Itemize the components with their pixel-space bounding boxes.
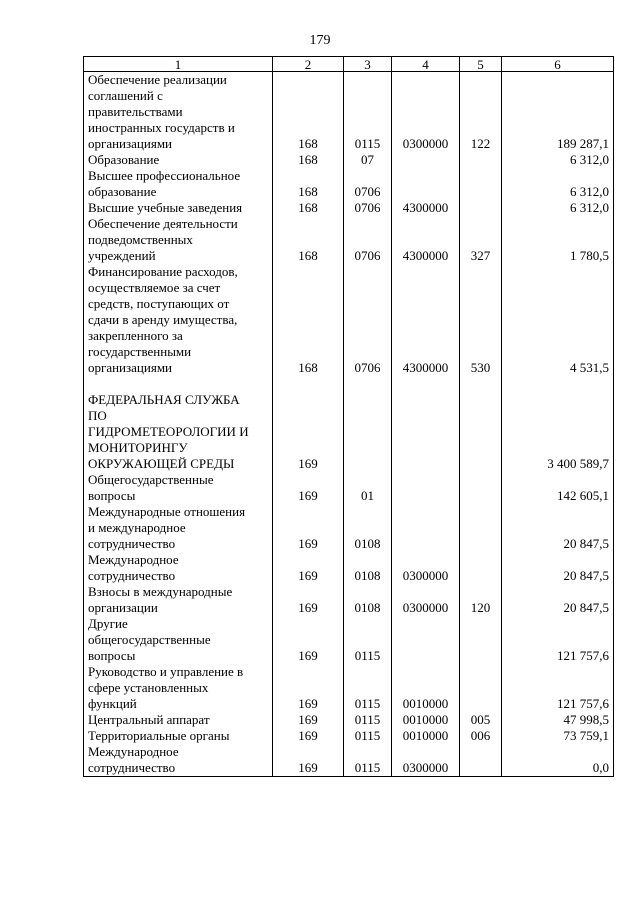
line-item-name-line: организации	[88, 600, 158, 615]
expense-type-code: 120	[460, 584, 502, 616]
line-item-name-line: Международное	[88, 552, 179, 567]
section-code: 0706	[344, 168, 392, 200]
spacer-cell	[273, 376, 344, 392]
section-code: 0115	[344, 728, 392, 744]
target-item-code: 0300000	[392, 552, 460, 584]
section-code: 0108	[344, 504, 392, 552]
ministry-code: 169	[273, 712, 344, 728]
line-item-name-line: организациями	[88, 136, 172, 151]
col-header-2: 2	[273, 57, 344, 72]
line-item-name-line: учреждений	[88, 248, 156, 263]
target-item-code: 4300000	[392, 264, 460, 376]
line-item-name-line: ОКРУЖАЮЩЕЙ СРЕДЫ	[88, 456, 235, 471]
table-row	[84, 744, 614, 777]
line-item-name-line: сотрудничество	[88, 536, 176, 551]
line-item-name	[84, 392, 273, 472]
expense-type-code	[460, 152, 502, 168]
expense-type-code: 006	[460, 728, 502, 744]
header-row	[84, 57, 614, 72]
spacer-cell	[344, 376, 392, 392]
section-code: 0108	[344, 552, 392, 584]
section-code: 0706	[344, 264, 392, 376]
ministry-code: 169	[273, 664, 344, 712]
expense-type-code	[460, 200, 502, 216]
amount: 3 400 589,7	[502, 392, 614, 472]
section-code: 0115	[344, 72, 392, 153]
expense-type-code	[460, 552, 502, 584]
target-item-code: 0300000	[392, 744, 460, 777]
table-row	[84, 472, 614, 504]
line-item-name-line: государственными	[88, 344, 192, 359]
ministry-code: 169	[273, 552, 344, 584]
target-item-code: 0010000	[392, 728, 460, 744]
target-item-code: 0300000	[392, 72, 460, 153]
target-item-code	[392, 168, 460, 200]
amount: 6 312,0	[502, 168, 614, 200]
line-item-name	[84, 728, 273, 744]
expense-type-code: 122	[460, 72, 502, 153]
table-row	[84, 392, 614, 472]
line-item-name	[84, 552, 273, 584]
line-item-name	[84, 744, 273, 777]
line-item-name-line: и международное	[88, 520, 186, 535]
ministry-code: 169	[273, 584, 344, 616]
line-item-name-line: Международное	[88, 744, 179, 759]
amount: 47 998,5	[502, 712, 614, 728]
ministry-code: 168	[273, 168, 344, 200]
amount: 20 847,5	[502, 584, 614, 616]
line-item-name-line: Обеспечение деятельности	[88, 216, 238, 231]
amount: 4 531,5	[502, 264, 614, 376]
line-item-name-line: Взносы в международные	[88, 584, 233, 599]
table-row	[84, 72, 614, 153]
amount: 189 287,1	[502, 72, 614, 153]
col-header-3: 3	[344, 57, 392, 72]
col-header-4: 4	[392, 57, 460, 72]
section-code: 0115	[344, 744, 392, 777]
line-item-name-line: Обеспечение реализации	[88, 72, 227, 87]
table-row	[84, 728, 614, 744]
section-code: 0115	[344, 664, 392, 712]
ministry-code: 169	[273, 728, 344, 744]
table-row	[84, 216, 614, 264]
target-item-code: 4300000	[392, 216, 460, 264]
col-header-5: 5	[460, 57, 502, 72]
target-item-code: 0010000	[392, 664, 460, 712]
table-row	[84, 616, 614, 664]
line-item-name-line: сотрудничество	[88, 568, 176, 583]
spacer-cell	[84, 376, 273, 392]
line-item-name-line: Другие	[88, 616, 128, 631]
line-item-name-line: Территориальные органы	[88, 728, 230, 743]
line-item-name-line: подведомственных	[88, 232, 193, 247]
line-item-name-line: образование	[88, 184, 157, 199]
target-item-code	[392, 392, 460, 472]
table-row	[84, 552, 614, 584]
line-item-name-line: ФЕДЕРАЛЬНАЯ СЛУЖБА	[88, 392, 240, 407]
line-item-name	[84, 472, 273, 504]
line-item-name	[84, 712, 273, 728]
line-item-name-line: Высшие учебные заведения	[88, 200, 243, 215]
line-item-name-line: Руководство и управление в	[88, 664, 244, 679]
spacer-cell	[502, 376, 614, 392]
table-row	[84, 504, 614, 552]
section-code: 0706	[344, 216, 392, 264]
table-body	[84, 72, 614, 777]
line-item-name-line: иностранных государств и	[88, 120, 235, 135]
line-item-name	[84, 616, 273, 664]
col-header-1: 1	[84, 57, 273, 72]
ministry-code: 168	[273, 216, 344, 264]
line-item-name	[84, 216, 273, 264]
line-item-name-line: вопросы	[88, 648, 136, 663]
expense-type-code	[460, 504, 502, 552]
line-item-name-line: МОНИТОРИНГУ	[88, 440, 188, 455]
line-item-name	[84, 152, 273, 168]
section-code: 01	[344, 472, 392, 504]
target-item-code: 0010000	[392, 712, 460, 728]
table-row	[84, 264, 614, 376]
table-row	[84, 584, 614, 616]
expense-type-code	[460, 392, 502, 472]
section-code: 07	[344, 152, 392, 168]
expense-type-code: 530	[460, 264, 502, 376]
section-code: 0108	[344, 584, 392, 616]
expense-type-code	[460, 744, 502, 777]
amount: 20 847,5	[502, 552, 614, 584]
expense-type-code	[460, 664, 502, 712]
target-item-code	[392, 472, 460, 504]
section-code: 0115	[344, 712, 392, 728]
amount: 0,0	[502, 744, 614, 777]
line-item-name-line: ГИДРОМЕТЕОРОЛОГИИ И	[88, 424, 249, 439]
line-item-name-line: вопросы	[88, 488, 136, 503]
line-item-name-line: закрепленного за	[88, 328, 183, 343]
line-item-name	[84, 168, 273, 200]
ministry-code: 168	[273, 152, 344, 168]
amount: 20 847,5	[502, 504, 614, 552]
line-item-name-line: ПО	[88, 408, 107, 423]
line-item-name-line: Общегосударственные	[88, 472, 214, 487]
budget-table	[83, 56, 614, 777]
ministry-code: 168	[273, 200, 344, 216]
line-item-name-line: правительствами	[88, 104, 183, 119]
section-code: 0115	[344, 616, 392, 664]
table-row	[84, 152, 614, 168]
spacer-row	[84, 376, 614, 392]
line-item-name-line: соглашений с	[88, 88, 163, 103]
line-item-name-line: функций	[88, 696, 137, 711]
line-item-name-line: Образование	[88, 152, 160, 167]
target-item-code	[392, 504, 460, 552]
expense-type-code	[460, 168, 502, 200]
expense-type-code: 005	[460, 712, 502, 728]
table-row	[84, 712, 614, 728]
amount: 1 780,5	[502, 216, 614, 264]
amount: 6 312,0	[502, 200, 614, 216]
line-item-name	[84, 504, 273, 552]
ministry-code: 168	[273, 72, 344, 153]
amount: 121 757,6	[502, 616, 614, 664]
line-item-name-line: осуществляемое за счет	[88, 280, 221, 295]
line-item-name-line: сдачи в аренду имущества,	[88, 312, 238, 327]
amount: 73 759,1	[502, 728, 614, 744]
target-item-code: 4300000	[392, 200, 460, 216]
table-row	[84, 200, 614, 216]
line-item-name-line: Центральный аппарат	[88, 712, 210, 727]
line-item-name	[84, 200, 273, 216]
table-row	[84, 664, 614, 712]
amount: 6 312,0	[502, 152, 614, 168]
amount: 142 605,1	[502, 472, 614, 504]
line-item-name-line: сотрудничество	[88, 760, 176, 775]
spacer-cell	[460, 376, 502, 392]
section-code	[344, 392, 392, 472]
target-item-code: 0300000	[392, 584, 460, 616]
line-item-name	[84, 584, 273, 616]
col-header-6: 6	[502, 57, 614, 72]
expense-type-code: 327	[460, 216, 502, 264]
page-number: 179	[309, 33, 331, 48]
table-row	[84, 168, 614, 200]
ministry-code: 169	[273, 616, 344, 664]
line-item-name-line: Финансирование расходов,	[88, 264, 238, 279]
line-item-name	[84, 264, 273, 376]
line-item-name	[84, 72, 273, 153]
line-item-name	[84, 664, 273, 712]
ministry-code: 169	[273, 504, 344, 552]
expense-type-code	[460, 616, 502, 664]
target-item-code	[392, 152, 460, 168]
ministry-code: 169	[273, 472, 344, 504]
ministry-code: 169	[273, 744, 344, 777]
line-item-name-line: Международные отношения	[88, 504, 246, 519]
section-code: 0706	[344, 200, 392, 216]
line-item-name-line: организациями	[88, 360, 172, 375]
line-item-name-line: средств, поступающих от	[88, 296, 230, 311]
ministry-code: 169	[273, 392, 344, 472]
expense-type-code	[460, 472, 502, 504]
line-item-name-line: общегосударственные	[88, 632, 211, 647]
amount: 121 757,6	[502, 664, 614, 712]
spacer-cell	[392, 376, 460, 392]
line-item-name-line: Высшее профессиональное	[88, 168, 241, 183]
line-item-name-line: сфере установленных	[88, 680, 209, 695]
ministry-code: 168	[273, 264, 344, 376]
target-item-code	[392, 616, 460, 664]
